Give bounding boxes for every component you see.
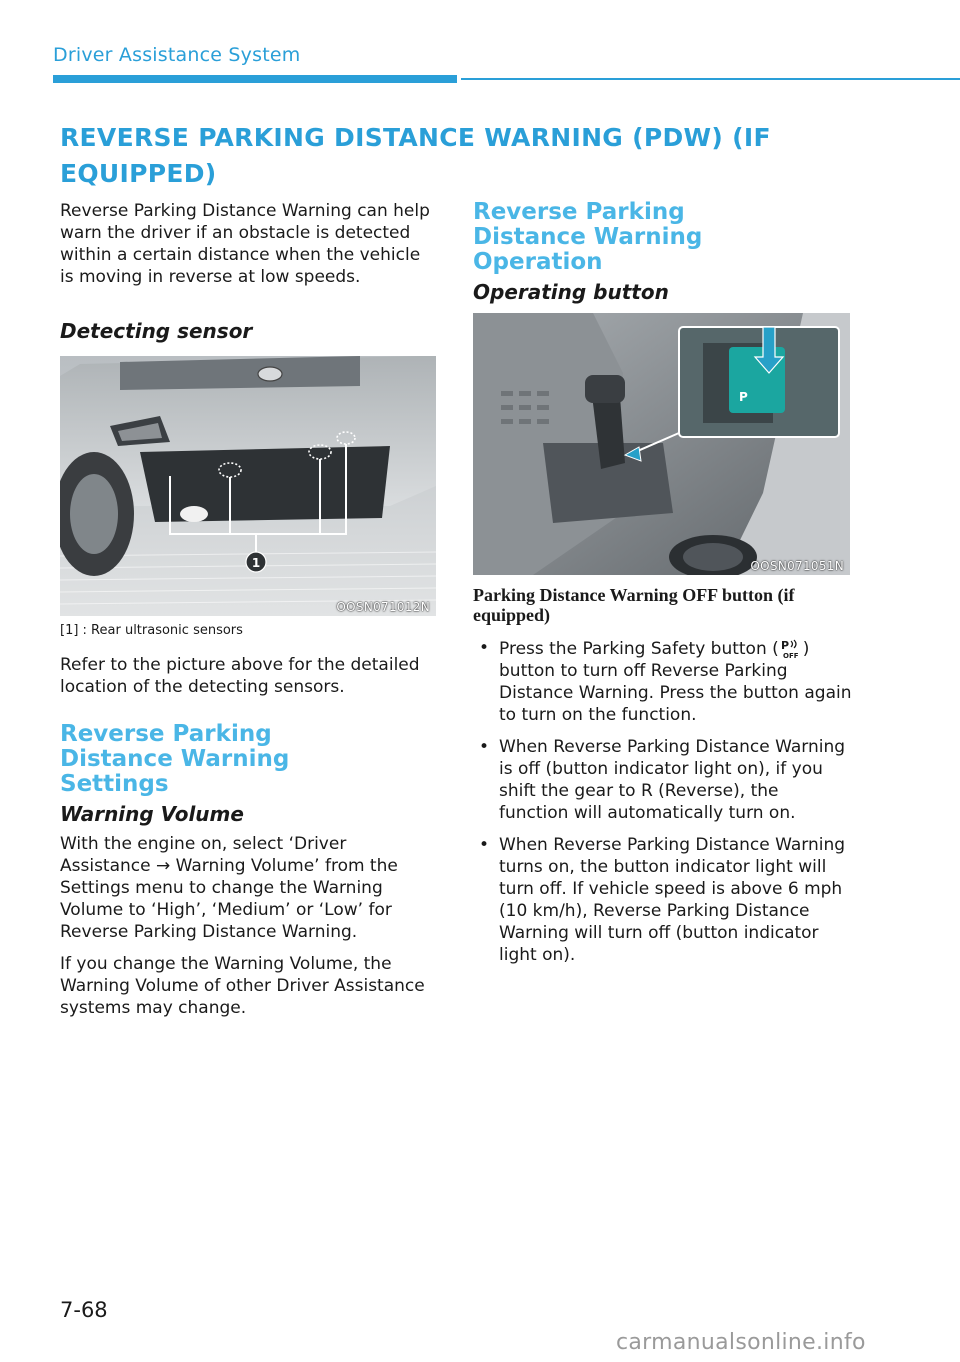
header-rule-thick	[53, 75, 457, 83]
svg-text:P: P	[739, 390, 748, 404]
figure2-caption: Parking Distance Warning OFF button (if equipped)	[473, 585, 795, 625]
figure1-caption: [1] : Rear ultrasonic sensors	[60, 623, 243, 638]
operation-bullets	[473, 637, 853, 966]
right-column	[473, 200, 853, 976]
section-title: REVERSE PARKING DISTANCE WARNING (PDW) (IF EQUIPPED)	[60, 123, 771, 188]
rear-bumper-illustration	[60, 356, 436, 616]
bullet1-text-end: ) button to turn off Reverse Parking Distance Warning. Press the button again to turn on the function.	[499, 639, 852, 725]
operation-heading: Reverse Parking Distance Warning Operation	[473, 199, 703, 275]
svg-text:P: P	[780, 639, 789, 652]
sensor-callout-number: 1	[251, 556, 261, 570]
bullet-item	[473, 637, 853, 726]
running-header: Driver Assistance System	[53, 44, 301, 66]
bullet-item	[473, 736, 853, 824]
settings-heading: Reverse Parking Distance Warning Settings	[60, 721, 290, 797]
console-illustration	[473, 313, 850, 575]
svg-text:OFF: OFF	[782, 652, 799, 659]
operating-button-figure	[473, 313, 850, 575]
warning-volume-heading: Warning Volume	[60, 802, 244, 826]
bullet-dot: •	[479, 835, 490, 855]
volume-paragraph-1: With the engine on, select ‘Driver Assistance → Warning Volume’ from the Settings menu to change the Warning Volume to ‘High’, ‘Medium’ or ‘Low’ for Reverse Parking Distance Warning.	[60, 834, 398, 942]
bullet1-text-start: Press the Parking Safety button (	[499, 639, 779, 659]
refer-paragraph: Refer to the picture above for the detailed location of the detecting sensors.	[60, 655, 420, 697]
left-column	[60, 200, 438, 1019]
figure2-code: OOSN071051N	[750, 559, 844, 573]
operating-button-heading: Operating button	[473, 280, 669, 304]
figure1-code: OOSN071012N	[336, 600, 430, 614]
page-number: 7-68	[60, 1298, 108, 1322]
watermark: carmanualsonline.info	[616, 1330, 866, 1355]
bullet-dot: •	[479, 638, 490, 658]
bullet3-text: When Reverse Parking Distance Warning turns on, the button indicator light will turn off. If vehicle speed is above 6 mph (10 km/h), Reverse Parking Distance Warning will turn off (button indicator light on).	[499, 835, 846, 965]
bullet2-text: When Reverse Parking Distance Warning is off (button indicator light on), if you shift the gear to R (Reverse), the function will automatically turn on.	[499, 737, 846, 823]
volume-paragraph-2: If you change the Warning Volume, the Warning Volume of other Driver Assistance systems may change.	[60, 954, 425, 1018]
detecting-sensor-heading: Detecting sensor	[60, 319, 253, 343]
parking-safety-off-icon	[780, 637, 802, 659]
bullet-item	[473, 834, 853, 966]
intro-paragraph: Reverse Parking Distance Warning can help warn the driver if an obstacle is detected within a certain distance when the vehicle is moving in reverse at low speeds.	[60, 201, 430, 287]
bullet-dot: •	[479, 737, 490, 757]
rear-sensor-figure	[60, 356, 436, 616]
header-rule-thin	[461, 78, 960, 80]
